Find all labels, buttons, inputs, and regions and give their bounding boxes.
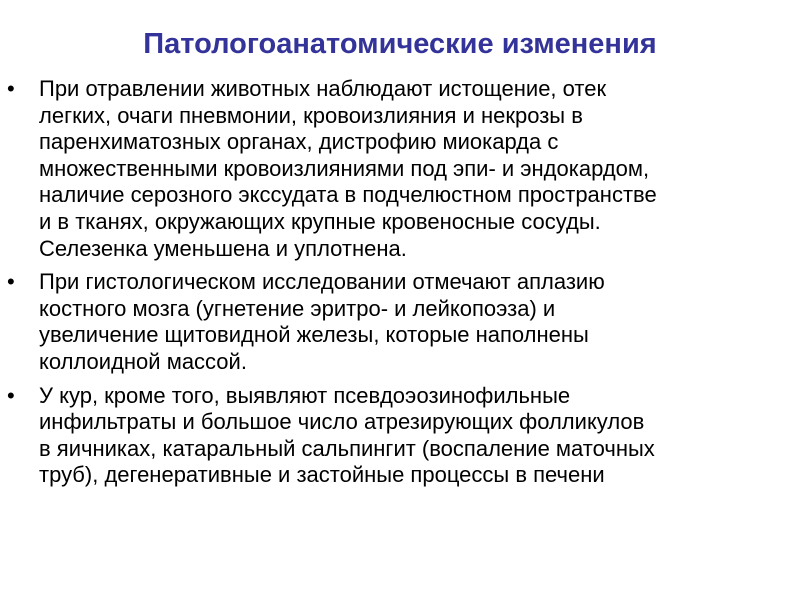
bullet-item-necropsy-findings: [0, 76, 800, 262]
bullet-item-histology: [0, 269, 800, 375]
bullet-text: У кур, кроме того, выявляют псевдоэозинофильные инфильтраты и большое число атрезирующих фолликулов в яичниках, катаральный сальпингит (воспаление маточных труб), дегенеративные и застойные процессы в печени: [39, 382, 655, 488]
bullet-dot-icon: •: [7, 269, 15, 295]
bullet-text: При гистологическом исследовании отмечают аплазию костного мозга (угнетение эритро- и лейкопоэза) и увеличение щитовидной железы, которые наполнены коллоидной массой.: [39, 269, 605, 374]
bullet-item-poultry: [0, 383, 800, 489]
bullet-list: [0, 76, 800, 496]
bullet-text: При отравлении животных наблюдают истощение, отек легких, очаги пневмонии, кровоизлияния и некрозы в паренхиматозных органах, дистрофию миокарда с множественными кровоизлияниями под эпи- и эндокардом, наличие серозного экссудата в подчелюстном пространстве и в тканях, окружающих крупные кровеносные сосуды. Селезенка уменьшена и уплотнена.: [39, 76, 657, 261]
bullet-dot-icon: •: [7, 76, 15, 101]
bullet-dot-icon: •: [7, 382, 15, 408]
slide-title: Патологоанатомические изменения: [143, 28, 657, 60]
